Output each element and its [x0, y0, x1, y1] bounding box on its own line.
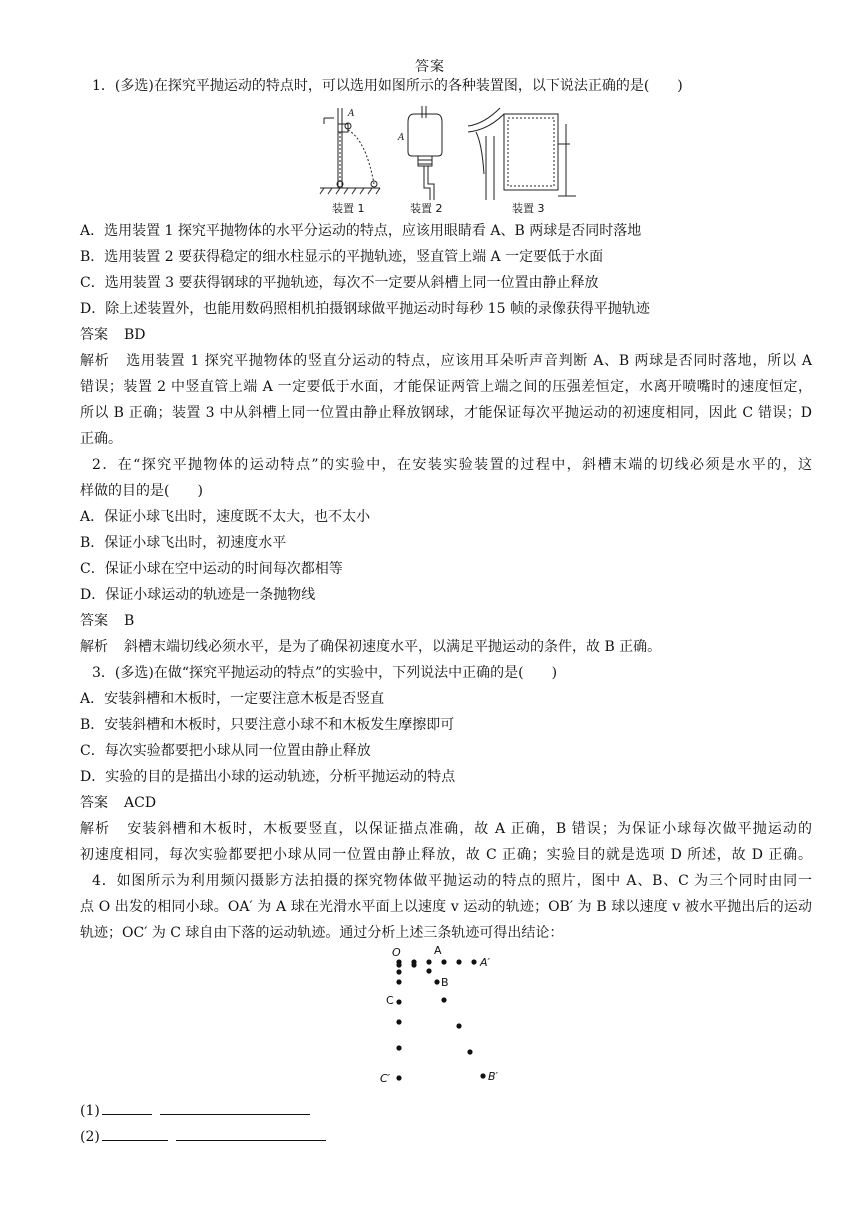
q3-analysis-text-1: 安装斜槽和木板时，木板要竖直，以保证描点准确，故 A 正确，B 错误；为保证小球每次做平抛运动的	[126, 821, 813, 837]
q1-answer-label: 答案	[80, 327, 108, 343]
q1-analysis-line-2: 错误；装置 2 中竖直管上端 A 一定要低于水面，才能保证两管上端之间的压强差恒定，水离开喷嘴时的速度恒定，	[80, 379, 812, 395]
q1-analysis-line-4: 正确。	[80, 431, 122, 447]
q2-analysis-text: 斜槽末端切线必须水平，是为了确保初速度水平，以满足平抛运动的条件，故 B 正确。	[124, 639, 662, 655]
point-c-prime-label: C′	[380, 1072, 391, 1085]
q1-option-a: A．选用装置 1 探究平抛物体的水平分运动的特点，应该用眼睛看 A、B 两球是否同时落地	[80, 223, 642, 239]
q2-option-d: D．保证小球运动的轨迹是一条抛物线	[80, 587, 316, 603]
q2-option-c: C．保证小球在空中运动的时间每次都相等	[80, 561, 343, 577]
q3-analysis-line-2: 初速度相同，每次实验都要把小球从同一位置由静止释放，故 C 正确；实验目的就是选项 D 所述，故 D 正确。	[80, 847, 812, 863]
q3-analysis-line-1	[80, 816, 812, 842]
device2-label: 装置 2	[410, 202, 443, 215]
q3-option-c: C．每次实验都要把小球从同一位置由静止释放	[80, 743, 371, 759]
q2-answer-line	[80, 608, 134, 634]
q4-blank-line-2	[80, 1124, 326, 1150]
point-c-label: C	[386, 994, 394, 1007]
point-o-label: O	[392, 946, 401, 959]
q3-answer-line	[80, 790, 156, 816]
q2-analysis-line	[80, 634, 661, 660]
q1-analysis-label: 解析	[80, 353, 110, 369]
q2-option-b: B．保证小球飞出时，初速度水平	[80, 535, 287, 551]
q3-answer-value: ACD	[124, 795, 157, 811]
svg-text:A: A	[348, 109, 355, 119]
page-title: 答案	[415, 59, 445, 75]
q1-answer-line	[80, 322, 146, 348]
point-b-prime-label: B′	[488, 1070, 499, 1083]
q1-option-d: D．除上述装置外，也能用数码照相机拍摄钢球做平抛运动时每秒 15 帧的录像获得平抛轨迹	[80, 301, 650, 317]
q1-option-c: C．选用装置 3 要获得钢球的平抛轨迹，每次不一定要从斜槽上同一位置由静止释放	[80, 275, 599, 291]
q4-blank-1-long[interactable]	[160, 1114, 310, 1115]
q2-option-a: A．保证小球飞出时，速度既不太大，也不太小	[80, 509, 371, 525]
strobe-dots-drawing	[380, 944, 520, 1094]
q2-answer-value: B	[124, 613, 135, 629]
device1-label: 装置 1	[332, 202, 365, 215]
q3-stem: 3．(多选)在做“探究平抛运动的特点”的实验中，下列说法中正确的是( )	[92, 665, 558, 681]
q4-blank-line-1	[80, 1098, 310, 1124]
q1-analysis-line-1	[80, 348, 812, 374]
q3-analysis-label: 解析	[80, 821, 111, 837]
q1-apparatus-figure	[318, 104, 578, 216]
q4-blank-2-short[interactable]	[102, 1140, 168, 1141]
q2-stem-line-1: 2．在“探究平抛物体的运动特点”的实验中，在安装实验装置的过程中，斜槽末端的切线必须是水平的，这	[92, 457, 812, 473]
svg-text:A: A	[398, 133, 405, 143]
q4-blank-2-long[interactable]	[176, 1140, 326, 1141]
q2-stem-line-2: 样做的目的是( )	[80, 483, 203, 499]
q1-answer-value: BD	[124, 327, 146, 343]
q3-option-d: D．实验的目的是描出小球的运动轨迹，分析平抛运动的特点	[80, 769, 456, 785]
q4-stem-line-1: 4．如图所示为利用频闪摄影方法拍摄的探究物体做平抛运动的特点的照片，图中 A、B、C 为三个同时由同一	[92, 873, 812, 889]
q4-stem-line-3: 轨迹；OC′ 为 C 球自由下落的运动轨迹。通过分析上述三条轨迹可得出结论：	[80, 925, 564, 941]
q3-answer-label: 答案	[80, 795, 108, 811]
q4-blank-1-short[interactable]	[102, 1114, 152, 1115]
q2-analysis-label: 解析	[80, 639, 108, 655]
q1-analysis-line-3: 所以 B 正确；装置 3 中从斜槽上同一位置由静止释放钢球，才能保证每次平抛运动的初速度相同，因此 C 错误；D	[80, 405, 812, 421]
q2-answer-label: 答案	[80, 613, 108, 629]
q4-blank-2-label: (2)	[80, 1129, 100, 1145]
q4-stem-line-2: 点 O 出发的相同小球。OA′ 为 A 球在光滑水平面上以速度 v 运动的轨迹；OB′ 为 B 球以速度 v 被水平抛出后的运动	[80, 899, 812, 915]
point-a-label: A	[434, 944, 442, 957]
q4-blank-1-label: (1)	[80, 1103, 100, 1119]
q1-stem: 1．(多选)在探究平抛运动的特点时，可以选用如图所示的各种装置图，以下说法正确的是( )	[92, 78, 683, 94]
q4-strobe-figure	[380, 944, 520, 1094]
device3-label: 装置 3	[512, 202, 545, 215]
q3-option-b: B．安装斜槽和木板时，只要注意小球不和木板发生摩擦即可	[80, 717, 455, 733]
q1-option-b: B．选用装置 2 要获得稳定的细水柱显示的平抛轨迹，竖直管上端 A 一定要低于水面	[80, 249, 604, 265]
q1-analysis-text-1: 选用装置 1 探究平抛物体的竖直分运动的特点，应该用耳朵听声音判断 A、B 两球是否同时落地，所以 A	[125, 353, 813, 369]
point-a-prime-label: A′	[480, 956, 491, 969]
point-b-label: B	[441, 976, 449, 989]
q3-option-a: A．安装斜槽和木板时，一定要注意木板是否竖直	[80, 691, 385, 707]
